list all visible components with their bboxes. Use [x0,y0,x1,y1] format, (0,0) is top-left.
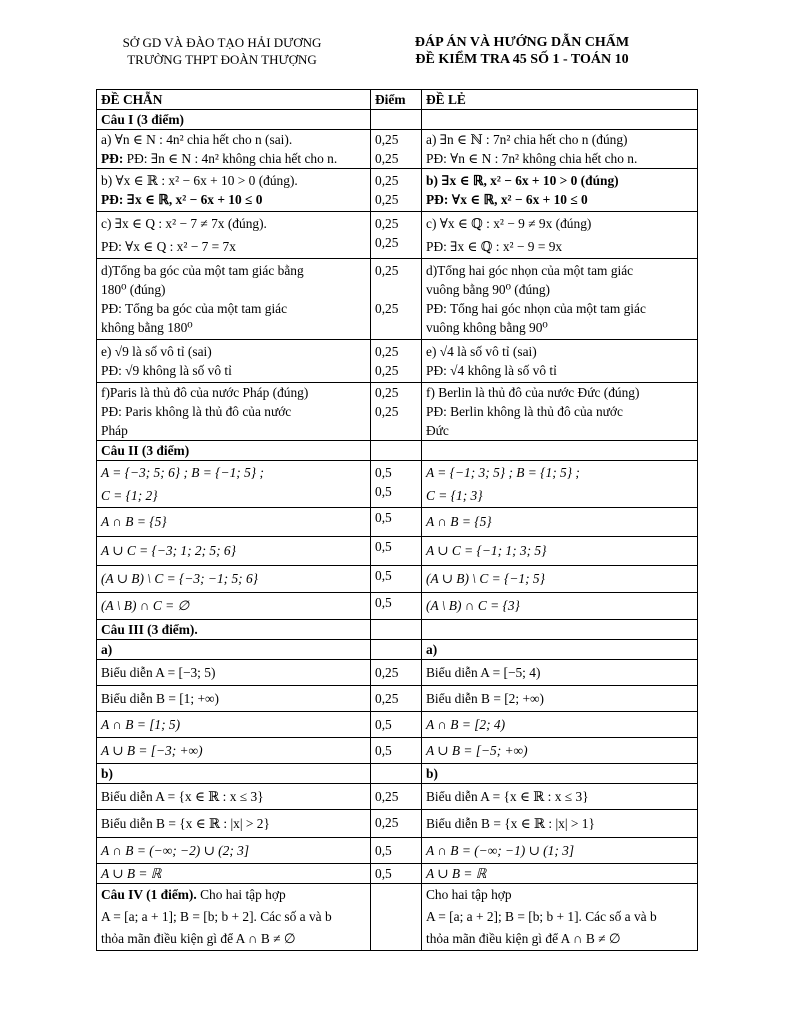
score: 0,25 [371,660,422,686]
score: 0,5 [371,712,422,738]
odd-cell: A ∪ B = ℝ [422,864,698,884]
even-cell: (A ∪ B) \ C = {−3; −1; 5; 6} [97,566,371,593]
even-line: A = [a; a + 1]; B = [b; b + 2]. Các số a và b [101,909,332,924]
odd-line: thỏa mãn điều kiện gì để A ∩ B ≠ ∅ [426,931,621,946]
score: 0,5 [371,838,422,864]
even-line: PĐ: Paris không là thủ đô của nước [101,404,292,419]
document-title [382,34,662,68]
table-row [97,593,698,620]
even-cell: A ∪ C = {−3; 1; 2; 5; 6} [97,537,371,566]
odd-cell: A ∪ B = [−5; +∞) [422,738,698,764]
table-row [97,686,698,712]
table-row [97,712,698,738]
part-label: b) [422,764,698,784]
table-row [97,566,698,593]
odd-line: f) Berlin là thủ đô của nước Đức (đúng) [426,385,640,400]
part-label: a) [97,640,371,660]
table-row: f)Paris là thủ đô của nước Pháp (đúng) PĐ: Paris không là thủ đô của nước Pháp 0,25 0,25 f) Berlin là thủ đô của nước Đức (đúng) PĐ: Berlin không là thủ đô của nước Đức [97,383,698,441]
odd-cell: (A ∪ B) \ C = {−1; 5} [422,566,698,593]
even-line: không bằng 180⁰ [101,320,193,335]
even-line: b) ∀x ∈ ℝ : x² − 6x + 10 > 0 (đúng). [101,173,298,188]
table-row [97,864,698,884]
col-score-header: Điểm [371,90,422,110]
odd-line: a) ∃n ∈ ℕ : 7n² chia hết cho n (đúng) [426,132,628,147]
score: 0,5 [371,864,422,884]
odd-line: PĐ: ∀x ∈ ℝ, x² − 6x + 10 ≤ 0 [426,192,588,207]
even-line: Pháp [101,423,128,438]
table-row [97,738,698,764]
score: 0,5 [371,566,422,593]
section-row [97,110,698,130]
odd-line: Cho hai tập hợp [426,887,512,902]
score: 0,25 [371,810,422,838]
part-row [97,764,698,784]
col-odd-header: ĐỀ LẺ [422,90,698,110]
odd-line: A = {−1; 3; 5} ; B = {1; 5} ; [426,465,580,480]
even-line: f)Paris là thủ đô của nước Pháp (đúng) [101,385,309,400]
section-title: Câu III (3 điểm). [97,620,371,640]
table-row: c) ∃x ∈ Q : x² − 7 ≠ 7x (đúng). PĐ: ∀x ∈ Q : x² − 7 = 7x 0,25 0,25 c) ∀x ∈ ℚ : x² − 9 ≠ 9x (đúng) PĐ: ∃x ∈ ℚ : x² − 9 = 9x [97,212,698,259]
table-header-row [97,90,698,110]
odd-line: A = [a; a + 2]; B = [b; b + 1]. Các số a và b [426,909,657,924]
odd-cell: A ∩ B = [2; 4) [422,712,698,738]
odd-line: PĐ: √4 không là số vô tỉ [426,363,557,378]
answer-table [96,89,698,951]
even-line: e) √9 là số vô tỉ (sai) [101,344,212,359]
even-line: PĐ: √9 không là số vô tỉ [101,363,232,378]
table-row: A = {−3; 5; 6} ; B = {−1; 5} ; C = {1; 2} 0,5 0,5 A = {−1; 3; 5} ; B = {1; 5} ; C = {1; 3} [97,461,698,508]
even-line: 180⁰ (đúng) [101,282,166,297]
col-even-header: ĐỀ CHẴN [97,90,371,110]
part-label: b) [97,764,371,784]
table-row: e) √9 là số vô tỉ (sai) PĐ: √9 không là số vô tỉ 0,25 0,25 e) √4 là số vô tỉ (sai) PĐ: √4 không là số vô tỉ [97,340,698,383]
score: 0,5 [371,738,422,764]
even-text: PĐ: ∃n ∈ N : 4n² không chia hết cho n. [126,151,338,166]
even-line: C = {1; 2} [101,488,158,503]
section-row [97,441,698,461]
score: 0,5 [371,508,422,537]
even-cell: Biểu diễn B = [1; +∞) [97,686,371,712]
even-cell: Biểu diễn A = {x ∈ ℝ : x ≤ 3} [97,784,371,810]
table-row [97,784,698,810]
section-row [97,620,698,640]
score: 0,5 [371,537,422,566]
table-row [97,259,698,340]
score: 0,5 [371,593,422,620]
table-row [97,537,698,566]
even-line: c) ∃x ∈ Q : x² − 7 ≠ 7x (đúng). [101,216,267,231]
score: 0,25 [375,301,399,316]
odd-cell: Biểu diễn A = {x ∈ ℝ : x ≤ 3} [422,784,698,810]
odd-line: PĐ: Tổng hai góc nhọn của một tam giác [426,301,646,316]
part-label: a) [422,640,698,660]
odd-cell: Biểu diễn B = {x ∈ ℝ : |x| > 1} [422,810,698,838]
section-title: Câu II (3 điểm) [97,441,371,461]
odd-line: d)Tổng hai góc nhọn của một tam giác [426,263,634,278]
odd-line: Đức [426,423,449,438]
table-row [97,810,698,838]
even-cell: (A \ B) ∩ C = ∅ [97,593,371,620]
even-cell: A ∪ B = [−3; +∞) [97,738,371,764]
question-title: Câu IV (1 điểm). [101,887,197,902]
odd-cell: A ∩ B = {5} [422,508,698,537]
odd-line: vuông không bằng 90⁰ [426,320,548,335]
odd-line: c) ∀x ∈ ℚ : x² − 9 ≠ 9x (đúng) [426,216,592,231]
odd-line: e) √4 là số vô tỉ (sai) [426,344,537,359]
even-line: A = {−3; 5; 6} ; B = {−1; 5} ; [101,465,264,480]
odd-cell: Biểu diễn A = [−5; 4) [422,660,698,686]
score: 0,25 [375,263,399,278]
odd-line: PĐ: ∀n ∈ N : 7n² không chia hết cho n. [426,151,638,166]
even-text: Cho hai tập hợp [196,887,286,902]
odd-cell: (A \ B) ∩ C = {3} [422,593,698,620]
table-row [97,838,698,864]
school-header [92,34,352,68]
odd-line: PĐ: ∃x ∈ ℚ : x² − 9 = 9x [426,239,563,254]
odd-cell: A ∩ B = (−∞; −1) ∪ (1; 3] [422,838,698,864]
even-line: a) ∀n ∈ N : 4n² chia hết cho n (sai). [101,132,293,147]
odd-line: PĐ: Berlin không là thủ đô của nước [426,404,623,419]
section-title: Câu I (3 điểm) [97,110,371,130]
table-row: b) ∀x ∈ ℝ : x² − 6x + 10 > 0 (đúng). PĐ: ∃x ∈ ℝ, x² − 6x + 10 ≤ 0 0,25 0,25 b) ∃x ∈ ℝ, x² − 6x + 10 > 0 (đúng) PĐ: ∀x ∈ ℝ, x² − 6x + 10 ≤ 0 [97,169,698,212]
even-cell: A ∩ B = (−∞; −2) ∪ (2; 3] [97,838,371,864]
odd-cell: A ∪ C = {−1; 1; 3; 5} [422,537,698,566]
even-line: PĐ: ∀x ∈ Q : x² − 7 = 7x [101,239,236,254]
odd-cell: Biểu diễn B = [2; +∞) [422,686,698,712]
odd-line: C = {1; 3} [426,488,483,503]
even-line: thỏa mãn điều kiện gì để A ∩ B ≠ ∅ [101,931,296,946]
odd-line: b) ∃x ∈ ℝ, x² − 6x + 10 > 0 (đúng) [426,173,619,188]
school-name: TRƯỜNG THPT ĐOÀN THƯỢNG [127,52,317,67]
even-line: PĐ: Tổng ba góc của một tam giác [101,301,288,316]
title-line-1: ĐÁP ÁN VÀ HƯỚNG DẪN CHẤM [414,35,630,50]
odd-line: vuông bằng 90⁰ (đúng) [426,282,551,297]
table-row [97,660,698,686]
even-cell: A ∪ B = ℝ [97,864,371,884]
table-row: a) ∀n ∈ N : 4n² chia hết cho n (sai). PĐ: PĐ: ∃n ∈ N : 4n² không chia hết cho n. 0,25 0,25 a) ∃n ∈ ℕ : 7n² chia hết cho n (đúng) PĐ: ∀n ∈ N : 7n² không chia hết cho n. [97,130,698,169]
even-line: d)Tổng ba góc của một tam giác bằng [101,263,304,278]
table-row [97,508,698,537]
even-line: PĐ: ∃x ∈ ℝ, x² − 6x + 10 ≤ 0 [101,192,263,207]
table-row [97,884,698,951]
score: 0,25 [371,784,422,810]
even-cell: Biểu diễn A = [−3; 5) [97,660,371,686]
score: 0,25 [371,686,422,712]
even-cell: Biểu diễn B = {x ∈ ℝ : |x| > 2} [97,810,371,838]
title-line-2: ĐỀ KIỂM TRA 45 SỐ 1 - TOÁN 10 [415,52,629,67]
part-row [97,640,698,660]
even-cell: A ∩ B = [1; 5) [97,712,371,738]
department-name: SỞ GD VÀ ĐÀO TẠO HẢI DƯƠNG [122,35,322,50]
even-cell: A ∩ B = {5} [97,508,371,537]
even-line: PĐ: PĐ: ∃n ∈ N : 4n² không chia hết cho n. [101,151,338,166]
even-line [101,884,366,906]
